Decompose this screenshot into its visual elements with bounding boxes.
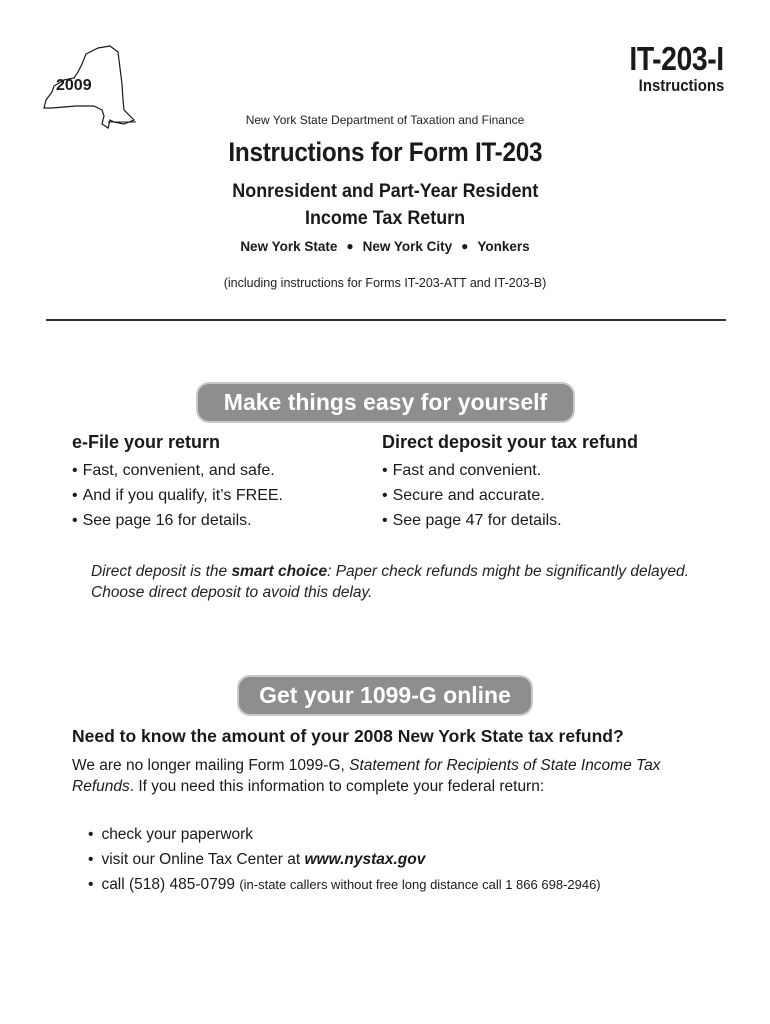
list-item: • And if you qualify, it’s FREE. <box>72 483 283 508</box>
list-item: • Fast and convenient. <box>382 458 562 483</box>
website-link[interactable]: www.nystax.gov <box>304 851 426 868</box>
divider <box>46 319 726 321</box>
form-number: IT-203-I <box>629 40 724 77</box>
jurisdiction-nyc: New York City <box>362 239 453 254</box>
banner-make-things-easy: Make things easy for yourself <box>198 384 573 421</box>
page-title: Instructions for Form IT-203 <box>228 137 542 167</box>
department-name: New York State Department of Taxation and Finance <box>245 113 525 127</box>
1099g-paragraph: We are no longer mailing Form 1099-G, Statement for Recipients of State Income Tax Refunds. If you need this information to complete your federal return: <box>72 757 661 795</box>
list-item: • See page 47 for details. <box>382 508 562 533</box>
form-year: 2009 <box>56 77 92 94</box>
1099g-options-list <box>88 822 601 897</box>
list-item: • See page 16 for details. <box>72 508 283 533</box>
form-subtitle: Instructions <box>638 76 724 95</box>
jurisdictions <box>0 239 770 254</box>
page-subtitle: Nonresident and Part-Year Resident Income Tax Return <box>231 180 539 229</box>
direct-deposit-heading: Direct deposit your tax refund <box>382 432 639 452</box>
efile-list <box>72 458 283 533</box>
jurisdiction-yonkers: Yonkers <box>477 239 530 254</box>
list-item: • Fast, convenient, and safe. <box>72 458 283 483</box>
bullet-dot-icon: ● <box>461 239 469 253</box>
included-forms-note: (including instructions for Forms IT-203-ATT and IT-203-B) <box>223 276 547 290</box>
banner-1099g-online: Get your 1099-G online <box>239 677 531 714</box>
list-item: • check your paperwork <box>88 822 601 847</box>
jurisdiction-nys: New York State <box>240 239 338 254</box>
efile-heading: e-File your return <box>72 432 221 452</box>
refund-question-heading: Need to know the amount of your 2008 New York State tax refund? <box>72 726 624 746</box>
list-item: • visit our Online Tax Center at www.nystax.gov <box>88 847 601 872</box>
bullet-dot-icon: ● <box>346 239 354 253</box>
direct-deposit-list <box>382 458 562 533</box>
list-item: • call (518) 485-0799 (in-state callers without free long distance call 1 866 698-2946) <box>88 872 601 897</box>
list-item: • Secure and accurate. <box>382 483 562 508</box>
direct-deposit-note: Direct deposit is the smart choice: Paper check refunds might be significantly delayed. Choose direct deposit to avoid this delay. <box>91 563 689 601</box>
